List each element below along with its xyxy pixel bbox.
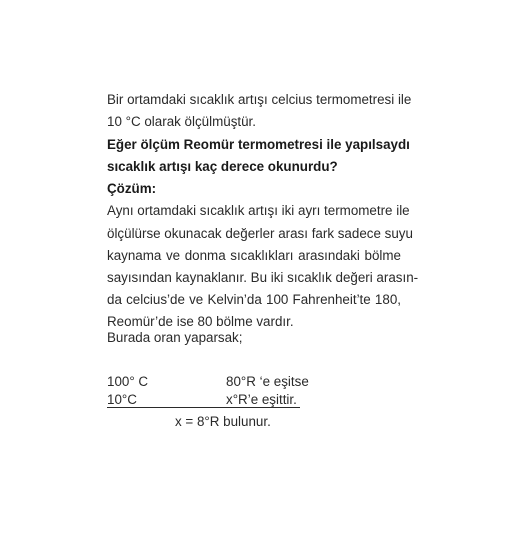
solution-line-3: kaynama ve donma sıcaklıkları arasındaki bölme <box>107 248 401 263</box>
ratio-result: x = 8°R bulunur. <box>175 414 271 429</box>
solution-line-1: Aynı ortamdaki sıcaklık artışı iki ayrı termometre ile <box>107 203 410 218</box>
problem-line-1: Bir ortamdaki sıcaklık artışı celcius termometresi ile <box>107 92 412 107</box>
solution-line-7: Burada oran yaparsak; <box>107 330 243 345</box>
solution-line-4: sayısından kaynaklanır. Bu iki sıcaklık değeri arasın- <box>107 270 419 285</box>
question-line-1: Eğer ölçüm Reomür termometresi ile yapılsaydı <box>107 137 410 152</box>
question-line-2: sıcaklık artışı kaç derece okunurdu? <box>107 159 338 174</box>
solution-line-6: Reomür’de ise 80 bölme vardır. <box>107 314 294 329</box>
ratio-left-bottom: 10°C <box>107 392 137 407</box>
ratio-right-top: 80°R ‘e eşitse <box>226 374 309 389</box>
solution-line-2: ölçülürse okunacak değerler arası fark sadece suyu <box>107 226 413 241</box>
ratio-right-bottom: x°R’e eşittir. <box>226 392 297 407</box>
solution-line-5: da celcius’de ve Kelvin’da 100 Fahrenheit’te 180, <box>107 292 401 307</box>
ratio-divider-line <box>107 407 300 408</box>
solution-heading: Çözüm: <box>107 181 157 196</box>
ratio-left-top: 100° C <box>107 374 149 389</box>
problem-line-2: 10 °C olarak ölçülmüştür. <box>107 114 256 129</box>
